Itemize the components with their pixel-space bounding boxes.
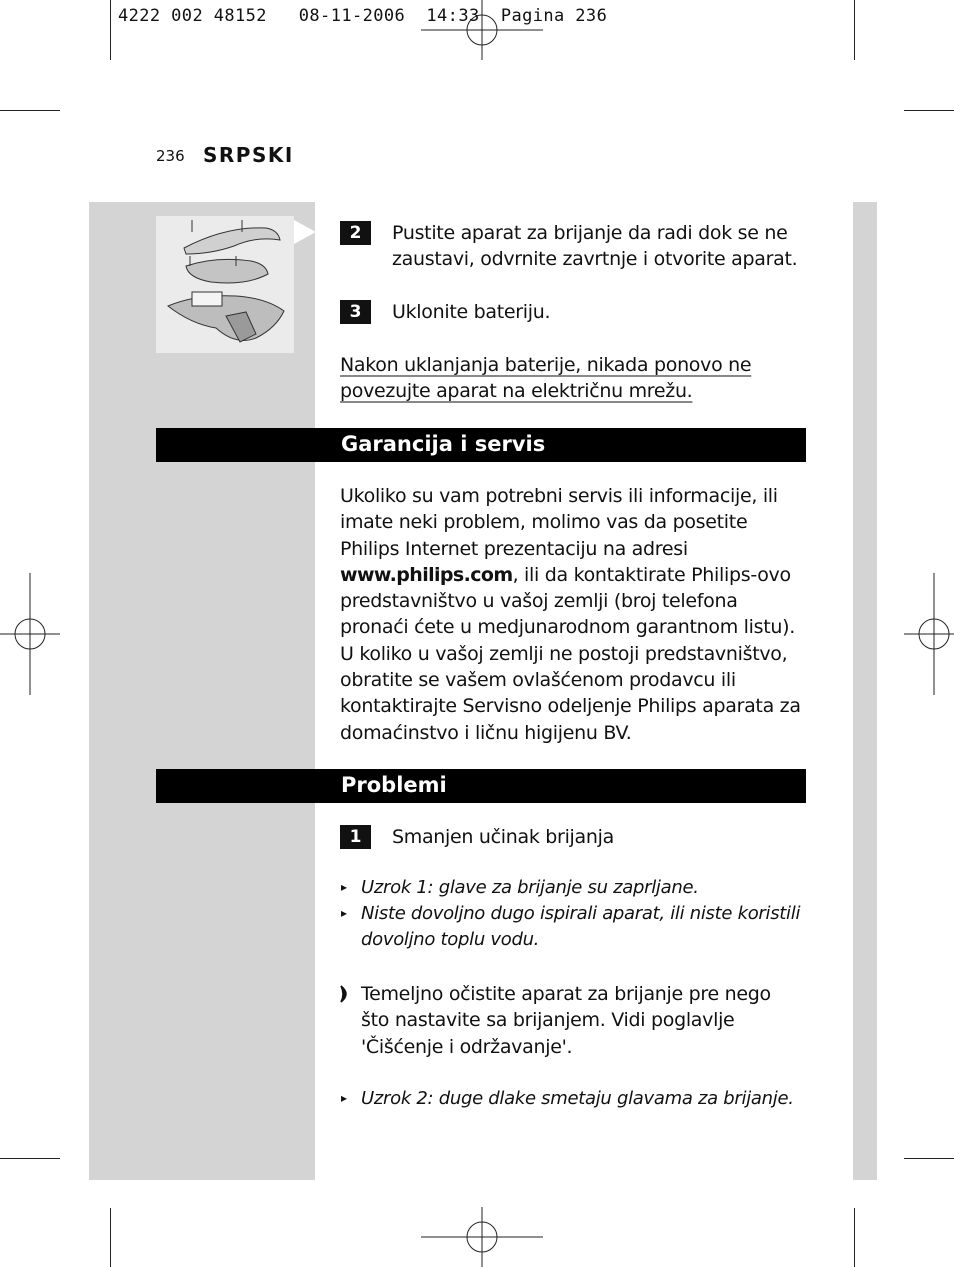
text-line: U koliko u vašoj zemlji ne postoji predstavništvo, [340, 642, 788, 665]
crop-mark [904, 1158, 954, 1159]
registration-target-icon [421, 1207, 543, 1267]
step-text [392, 220, 797, 273]
cause-text: Uzrok 1: glave za brijanje su zaprljane. [361, 877, 699, 898]
registration-target-icon [0, 573, 62, 695]
text-line: Niste dovoljno dugo ispirali aparat, ili niste koristili [361, 903, 801, 924]
step-number: 1 [340, 825, 371, 849]
text-line: dovoljno toplu vodu. [361, 929, 540, 951]
crop-mark [0, 1158, 60, 1159]
shaver-illustration [156, 216, 294, 353]
text-line: zaustavi, odvrnite zavrtnje i otvorite aparat. [392, 248, 798, 271]
cause-text [361, 901, 800, 954]
step-number: 3 [340, 300, 371, 324]
section-title: Garancija i servis [341, 432, 546, 456]
text-line: 'Čišćenje i održavanje'. [361, 1035, 573, 1058]
text-line: pronaći ćete u medjunarodnom garantnom listu). [340, 616, 795, 639]
crop-mark [854, 1208, 855, 1267]
step-text: Uklonite bateriju. [392, 301, 551, 323]
text-line: Pustite aparat za brijanje da radi dok se ne [392, 222, 788, 244]
text-line: domaćinstvo i ličnu higijenu BV. [340, 721, 632, 744]
warning-text [340, 352, 751, 405]
page-number: 236 [156, 147, 185, 165]
text-line: obratite se vašem ovlašćenom prodavcu ili [340, 669, 736, 692]
arrow-bullet-icon: ▸ [341, 880, 348, 894]
text-line: predstavništvo u vašoj zemlji (broj telefona [340, 590, 738, 613]
crop-mark [0, 110, 60, 111]
print-slug: 4222 002 48152 08-11-2006 14:33 Pagina 236 [118, 6, 608, 26]
crop-mark [904, 110, 954, 111]
cause-text: Uzrok 2: duge dlake smetaju glavama za brijanje. [361, 1088, 794, 1109]
right-margin-panel [853, 202, 877, 1180]
text-line: Nakon uklanjanja baterije, nikada ponovo ne [340, 354, 752, 376]
crop-mark [110, 0, 111, 60]
section-header-bar [156, 769, 806, 803]
section-header-bar [156, 428, 806, 462]
text-line: imate neki problem, molimo vas da posetite [340, 511, 748, 534]
text-line: kontaktirajte Servisno odeljenje Philips aparata za [340, 695, 801, 718]
section-title: Problemi [341, 773, 447, 797]
solution-bullet-icon [340, 985, 352, 1003]
arrow-bullet-icon: ▸ [341, 1091, 348, 1105]
text-line: što nastavite sa brijanjem. Vidi poglavlje [361, 1009, 735, 1032]
website-link[interactable]: www.philips.com [340, 563, 513, 586]
language-title: SRPSKI [203, 143, 294, 167]
text-line: Temeljno očistite aparat za brijanje pre nego [361, 983, 771, 1005]
step-text: Smanjen učinak brijanja [392, 826, 614, 848]
pointer-icon [294, 220, 316, 244]
registration-target-icon [904, 573, 954, 695]
text-line: Philips Internet prezentaciju na adresi [340, 537, 688, 560]
solution-text [361, 981, 771, 1060]
crop-mark [854, 0, 855, 60]
warranty-paragraph [340, 483, 810, 746]
step-number: 2 [340, 221, 371, 245]
text-fragment: , ili da kontaktirate Philips-ovo [512, 563, 791, 586]
text-line: Ukoliko su vam potrebni servis ili informacije, ili [340, 485, 778, 507]
arrow-bullet-icon: ▸ [341, 906, 348, 920]
text-line [340, 562, 810, 588]
crop-mark [110, 1208, 111, 1267]
text-line: povezujte aparat na električnu mrežu. [340, 380, 693, 403]
